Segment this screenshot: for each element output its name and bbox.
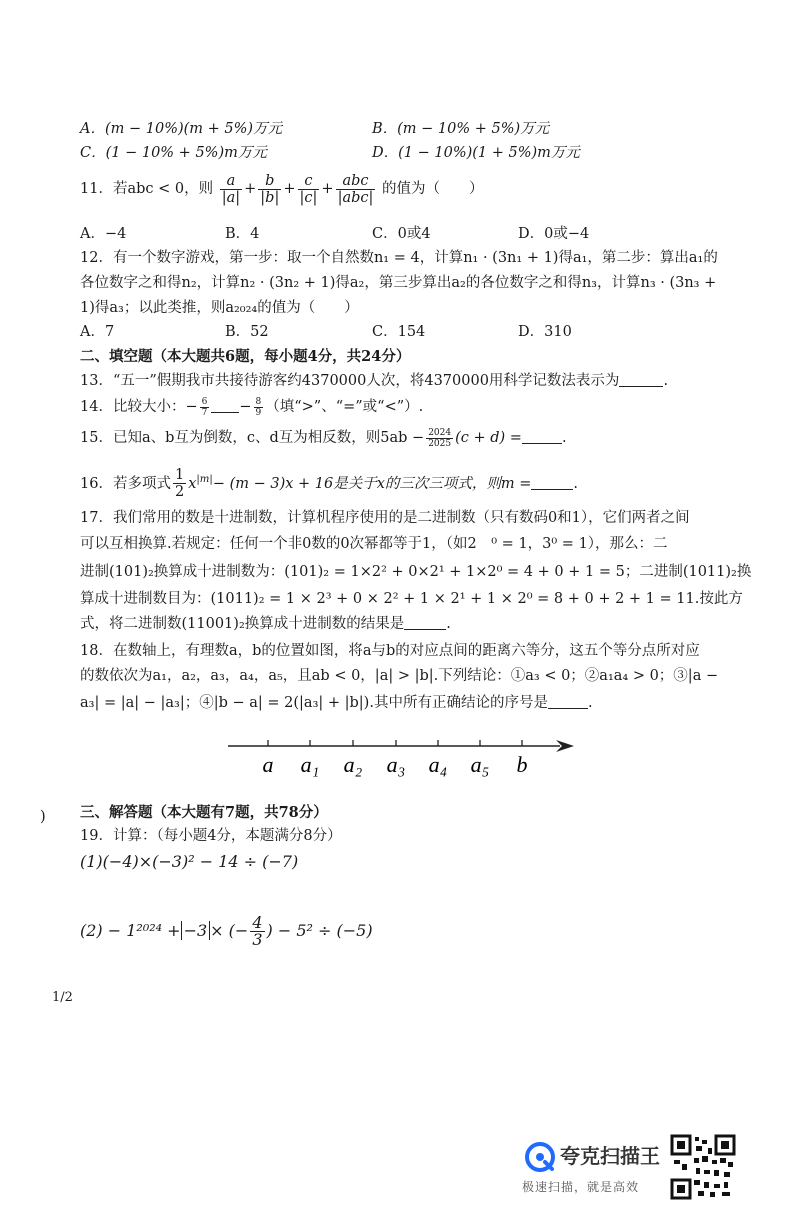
q17-answer-blank[interactable]: [404, 615, 446, 630]
q11-fraction-a: [220, 173, 242, 206]
q15-f-num: 2024: [428, 427, 452, 438]
q13-answer-blank[interactable]: [619, 372, 663, 387]
q11-number: 11．: [80, 181, 113, 197]
q18-line-2: 的数依次为a₁，a₂，a₃，a₄，a₅，且ab < 0，|a| > |b|.下列结论：①a₃ < 0；②a₁a₄ > 0；③|a −: [80, 668, 719, 684]
q19-part-1: (1)(−4)×(−3)² − 14 ÷ (−7): [80, 852, 299, 871]
q13-text: 13．“五一”假期我市共接待游客约4370000人次，将4370000用科学记数法表示为: [80, 373, 620, 389]
q11-f2-num: b: [258, 173, 281, 190]
q11-option-a: A．−4: [80, 226, 127, 242]
q13: [80, 371, 668, 391]
q17-line-1: 17．我们常用的数是十进制数，计算机程序使用的是二进制数（只有数码0和1），它们两者之间: [80, 510, 690, 526]
q10-option-c: C．(1 − 10% + 5%)m万元: [80, 145, 267, 161]
q14: [80, 390, 423, 424]
q18-line-3: [80, 693, 593, 713]
label-a5: a₅: [470, 752, 490, 777]
q14-minus: −: [239, 399, 252, 415]
q15-fraction: [426, 428, 453, 449]
q17-line-2: 可以互相换算.若规定：任何一个非0数的0次幂都等于1，（如2 ⁰ = 1，3⁰ = 1），那么：二: [80, 536, 668, 552]
q11-option-d: D．0或−4: [518, 226, 590, 242]
q15-f-den: 2025: [428, 438, 452, 449]
q11-f1-den: |a|: [221, 189, 241, 206]
q19-p2-f-den: 3: [252, 930, 263, 949]
q11-option-c: C．0或4: [372, 226, 431, 242]
q12-option-d: D．310: [518, 324, 572, 340]
q11-f4-den: |abc|: [337, 189, 374, 206]
q17-line-4: 算成十进制数目为：(1011)₂ = 1 × 2³ + 0 × 2² + 1 × 2¹ + 1 × 2⁰ = 8 + 0 + 2 + 1 = 11.按此方: [80, 591, 743, 607]
q18-line-1: 18．在数轴上，有理数a，b的位置如图，将a与b的对应点间的距离六等分，这五个等分点所对应: [80, 643, 700, 659]
q14-fraction-2: [254, 397, 264, 418]
q12-line-2: 各位数字之和得n₂，计算n₂ · (3n₂ + 1)得a₂，第三步算出a₂的各位数字之和得n₃，计算n₃ · (3n₃ +: [80, 275, 717, 291]
q19-p2-c: ) − 5² ÷ (−5): [266, 921, 373, 940]
q19-p2-f-num: 4: [252, 913, 263, 932]
q14-f2-den: 9: [255, 407, 262, 418]
q17-line-5-text: 式，将二进制数(11001)₂换算成十进制数的结果是: [80, 616, 405, 632]
q11-stem: [80, 170, 484, 208]
q14-prefix: 14．比较大小：−: [80, 399, 198, 415]
number-line-figure: [220, 728, 580, 784]
scanner-logo-icon: [525, 1142, 555, 1172]
q11-suffix: 的值为（ ）: [382, 181, 484, 197]
q17-end: .: [446, 616, 451, 632]
q14-suffix: （填“>”、“=”或“<”）.: [265, 399, 424, 415]
scanner-brand-name: 夸克扫描王: [560, 1144, 660, 1168]
q14-f2-num: 8: [255, 396, 262, 407]
label-a3: a₃: [386, 752, 406, 777]
q15-prefix: 15．已知a、b互为倒数，c、d互为相反数，则5ab −: [80, 430, 425, 446]
q14-f1-den: 7: [201, 407, 208, 418]
q16-fraction: [173, 467, 186, 500]
q16-f-den: 2: [174, 484, 185, 501]
q17-line-5: [80, 614, 451, 634]
q12-option-c: C．154: [372, 324, 426, 340]
q11-plus-3: +: [321, 181, 334, 197]
q18-line-3-text: a₃| = |a| − |a₃|；④|b − a| = 2(|a₃| + |b|).其中所有正确结论的序号是: [80, 695, 548, 711]
label-a2: a₂: [343, 752, 363, 777]
label-a: a: [262, 752, 274, 777]
q11-f3-num: c: [298, 173, 320, 190]
q15-answer-blank[interactable]: [522, 429, 562, 444]
q19-part-2: [80, 911, 373, 951]
q12-option-a: A．7: [80, 324, 115, 340]
q16-prefix: 16．若多项式: [80, 475, 171, 492]
q19-p2-a: (2) − 1²⁰²⁴ +: [80, 921, 181, 940]
section-3-title: 三、解答题（本大题有7题，共78分）: [80, 804, 328, 821]
label-b: b: [516, 752, 528, 777]
margin-mark: ): [40, 809, 46, 825]
q16-end: .: [573, 475, 579, 492]
q16-variable: x: [188, 475, 197, 492]
q17-line-3: 进制(101)₂换算成十进制数为：(101)₂ = 1×2² + 0×2¹ + 1×2⁰ = 4 + 0 + 1 = 5；二进制(1011)₂换: [80, 564, 752, 580]
q12-line-3: 1)得a₃；以此类推，则a₂₀₂₄的值为（ ）: [80, 300, 359, 316]
q11-f4-num: abc: [336, 173, 376, 190]
q11-fraction-abc: [336, 173, 376, 206]
q19-p2-b: × (−: [210, 921, 249, 940]
q19-p2-fraction: [250, 915, 264, 948]
section-2-title: 二、填空题（本大题共6题，每小题4分，共24分）: [80, 348, 411, 365]
q14-fraction-1: [200, 397, 210, 418]
q15-end: .: [561, 430, 567, 446]
q11-f3-den: |c|: [299, 189, 318, 206]
q10-option-d: D．(1 − 10%)(1 + 5%)m万元: [372, 145, 580, 161]
q11-fraction-c: [298, 173, 320, 206]
qr-code-icon: [670, 1134, 736, 1200]
q18-answer-blank[interactable]: [548, 694, 588, 709]
q16-f-num: 1: [174, 467, 185, 484]
q11-fraction-b: [258, 173, 281, 206]
label-a1: a₁: [300, 752, 320, 777]
q10-option-a: A．(m − 10%)(m + 5%)万元: [80, 121, 283, 137]
q19-title: 19．计算：（每小题4分，本题满分8分）: [80, 828, 342, 844]
q18-end: .: [587, 695, 593, 711]
q16: [80, 460, 578, 504]
q14-f1-num: 6: [201, 396, 208, 407]
scanner-watermark: [520, 1134, 790, 1204]
q10-option-b: B．(m − 10% + 5%)万元: [372, 121, 550, 137]
q11-plus-2: +: [283, 181, 296, 197]
q11-option-b: B．4: [225, 226, 260, 242]
q13-end: .: [663, 373, 669, 389]
q11-f1-num: a: [220, 173, 242, 190]
q12-option-b: B．52: [225, 324, 269, 340]
q15-mid: (c + d) =: [455, 430, 522, 446]
q16-exponent: |m|: [196, 474, 213, 485]
q14-answer-blank[interactable]: [211, 398, 239, 413]
q12-line-1: 12．有一个数字游戏，第一步：取一个自然数n₁ = 4，计算n₁ · (3n₁ + 1)得a₁，第二步：算出a₁的: [80, 250, 718, 266]
scanner-slogan: 极速扫描，就是高效: [522, 1180, 640, 1194]
q16-rest: − (m − 3)x + 16是关于x的三次三项式，则m =: [212, 475, 532, 492]
page-number: 1/2: [52, 990, 73, 1005]
label-a4: a₄: [428, 752, 448, 777]
q15: [80, 421, 567, 455]
q11-f2-den: |b|: [260, 189, 280, 206]
q16-answer-blank[interactable]: [531, 475, 573, 490]
q11-plus-1: +: [244, 181, 257, 197]
q11-prefix: 若abc < 0，则: [112, 181, 214, 197]
q19-p2-abs: −3: [181, 921, 211, 940]
